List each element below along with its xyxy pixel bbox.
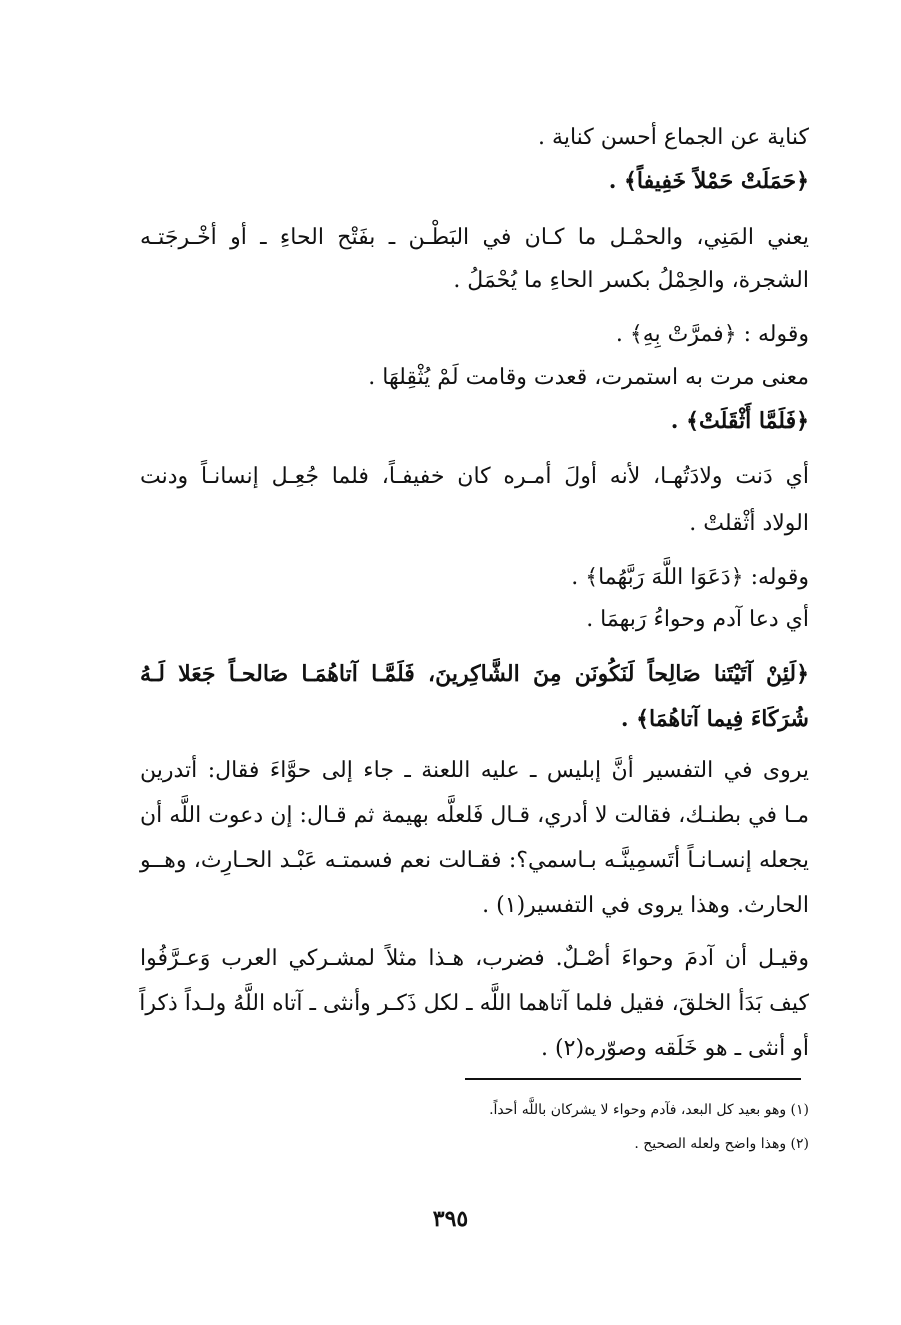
text-line: أي دَنت ولادَتُهـا، لأنه أولَ أمـره كان خفيفـاً، فلما جُعِـل إنسانـاً ودنت bbox=[140, 464, 809, 489]
text-line: وقيـل أن آدمَ وحواءَ أصْـلٌ. فضرب، هـذا مثلاً لمشـركي العرب وَعـرَّفُوا bbox=[140, 946, 809, 971]
footnote: (٢) وهذا واضح ولعله الصحيح . bbox=[634, 1136, 809, 1152]
page-number: ٣٩٥ bbox=[432, 1206, 469, 1232]
text-line: أي دعا آدم وحواءُ رَبهمَا . bbox=[586, 607, 809, 632]
text-line: يعني المَنِي، والحمْـل ما كـان في البَطْـن ـ بفَتْح الحاءِ ـ أو أخْـرجَتـه bbox=[140, 225, 809, 250]
quran-verse: ﴿حَمَلَتْ حَمْلاً خَفِيفاً﴾ . bbox=[608, 168, 809, 194]
text-line: يجعله إنسـانـاً أتَسمِينَّـه بـاسمي؟: فقـالت نعم فسمتـه عَبْـد الحـارِث، وهــو bbox=[140, 848, 809, 873]
footnote-divider bbox=[465, 1078, 801, 1080]
text-line: كيف بَدَأ الخلقَ، فقيل فلما آتاهما اللَّه ـ لكل ذَكـر وأنثى ـ آتاه اللَّهُ ولـداً ذكراً bbox=[139, 991, 809, 1016]
quran-verse: ﴿فَلَمَّا أَثْقَلَتْ﴾ . bbox=[670, 408, 809, 434]
text-line: كناية عن الجماع أحسن كناية . bbox=[538, 125, 809, 150]
text-line: الشجرة، والحِمْلُ بكسر الحاءِ ما يُحْمَلُ . bbox=[453, 268, 809, 293]
quran-verse: ﴿لَئِنْ آتَيْتَنا صَالِحاً لَنَكُونَن مِنَ الشَّاكِرينَ، فَلَمَّـا آتاهُمَـا صَالحـاً جَعَلا لَـهُ bbox=[140, 661, 809, 687]
text-line: وقوله : ﴿فمرَّتْ بِهِ﴾ . bbox=[615, 322, 809, 347]
text-line: أو أنثى ـ هو خَلَقه وصوّره(٢) . bbox=[541, 1036, 809, 1061]
text-line: الحارث. وهذا يروى في التفسير(١) . bbox=[482, 893, 809, 918]
text-line: معنى مرت به استمرت، قعدت وقامت لَمْ يُثْقِلهَا . bbox=[368, 365, 809, 390]
quran-verse: شُرَكَاءَ فِيما آتاهُمَا﴾ . bbox=[620, 706, 809, 732]
footnote: (١) وهو بعيد كل البعد، فآدم وحواء لا يشركان باللَّه أحداً. bbox=[489, 1102, 809, 1118]
text-line: مـا في بطنـك، فقالت لا أدري، قـال فَلعلَّه بهيمة ثم قـال: إن دعوت اللَّه أن bbox=[140, 803, 809, 828]
text-line: يروى في التفسير أنَّ إبليس ـ عليه اللعنة ـ جاء إلى حوَّاءَ فقال: أتدرين bbox=[140, 758, 809, 783]
text-line: الولاد أثْقلتْ . bbox=[689, 511, 809, 536]
text-line: وقوله: ﴿دَعَوَا اللَّهَ رَبَّهُما﴾ . bbox=[571, 565, 809, 590]
